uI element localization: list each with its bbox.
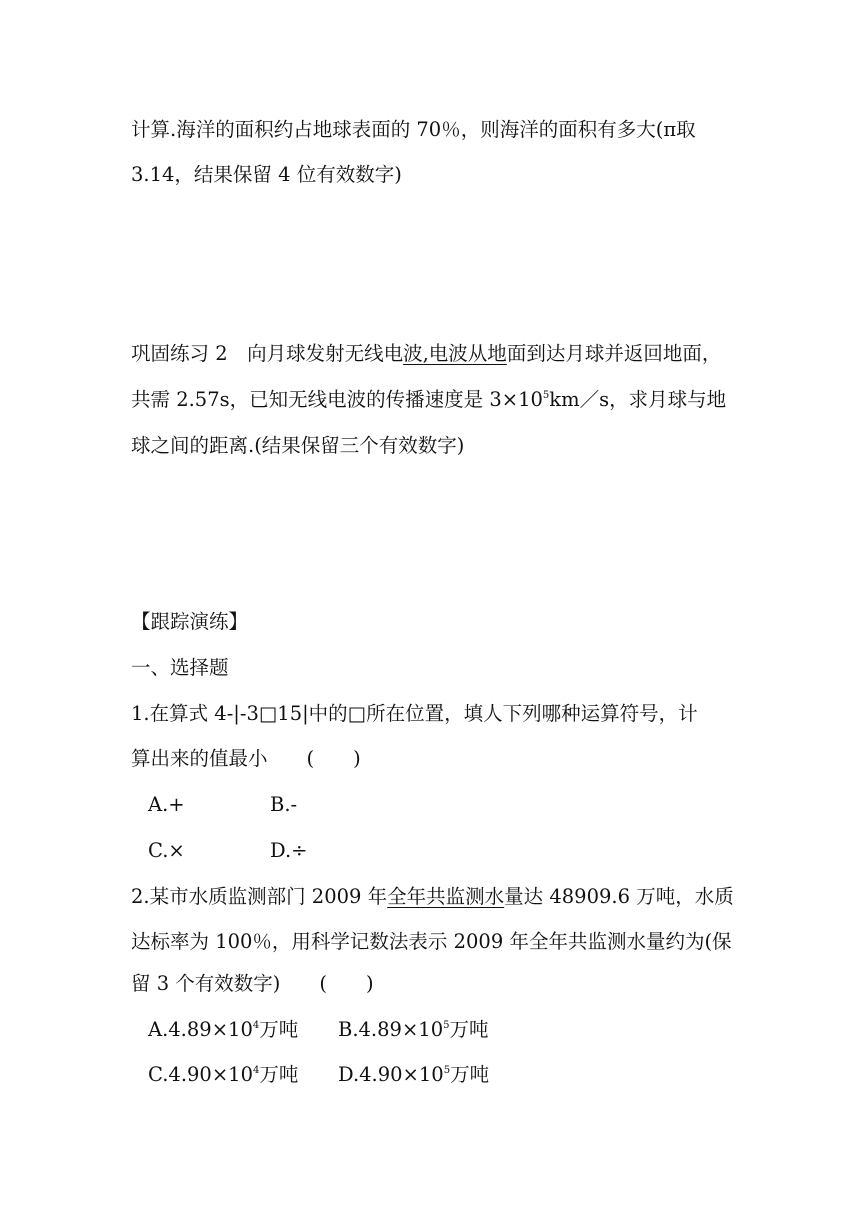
exercise-text: km／s，求月球与地 <box>549 388 727 411</box>
exponent: 5 <box>443 1020 450 1031</box>
exercise-text-line <box>131 341 721 367</box>
question-text-line <box>131 884 734 910</box>
question-text-line: 1.在算式 4-|-3□15|中的□所在位置，填人下列哪种运算符号，计 <box>131 702 698 725</box>
question-text: 量达 48909.6 万吨，水质 <box>504 885 734 908</box>
question-text-line: 留 3 个有效数字) ( ) <box>131 972 374 995</box>
option-d <box>338 1062 489 1088</box>
option-a: A.+ <box>148 793 185 816</box>
exponent: 5 <box>542 390 550 401</box>
option-a <box>148 1017 298 1043</box>
exponent: 5 <box>443 1065 451 1076</box>
underlined-text: 波,电波从地 <box>403 342 507 365</box>
option-b <box>338 1017 489 1043</box>
option-c <box>148 1062 298 1088</box>
exercise-text-line <box>131 387 726 413</box>
underlined-text: 全年共监测水 <box>387 885 505 908</box>
problem-text-line: 3.14，结果保留 4 位有效数字) <box>131 163 402 186</box>
exercise-text-line: 球之间的距离.(结果保留三个有效数字) <box>131 434 465 457</box>
exercise-text: 共需 2.57s，已知无线电波的传播速度是 3×10 <box>131 388 543 411</box>
option-unit: 万吨 <box>450 1063 490 1086</box>
option-text: C.4.90×10 <box>148 1063 253 1086</box>
exercise-label-text: 巩固练习 2 向月球发射无线电 <box>131 342 404 365</box>
option-d: D.÷ <box>270 839 308 862</box>
exponent: 4 <box>252 1020 260 1031</box>
question-text-line: 算出来的值最小 ( ) <box>131 747 361 770</box>
section-title: 【跟踪演练】 <box>131 610 249 633</box>
option-unit: 万吨 <box>449 1018 489 1041</box>
exercise-text: 面到达月球并返回地面， <box>506 342 722 365</box>
question-text-line: 达标率为 100％，用科学记数法表示 2009 年全年共监测水量约为(保 <box>131 930 732 953</box>
option-b: B.- <box>270 793 298 816</box>
option-text: A.4.89×10 <box>148 1018 253 1041</box>
problem-text-line: 计算.海洋的面积约占地球表面的 70％，则海洋的面积有多大(π取 <box>131 118 696 141</box>
option-unit: 万吨 <box>259 1063 299 1086</box>
option-unit: 万吨 <box>259 1018 299 1041</box>
option-text: D.4.90×10 <box>338 1063 444 1086</box>
subsection-title: 一、选择题 <box>131 656 229 679</box>
question-text: 2.某市水质监测部门 2009 年 <box>131 885 388 908</box>
exponent: 4 <box>253 1065 260 1076</box>
option-text: B.4.89×10 <box>338 1018 444 1041</box>
option-c: C.× <box>148 839 185 862</box>
